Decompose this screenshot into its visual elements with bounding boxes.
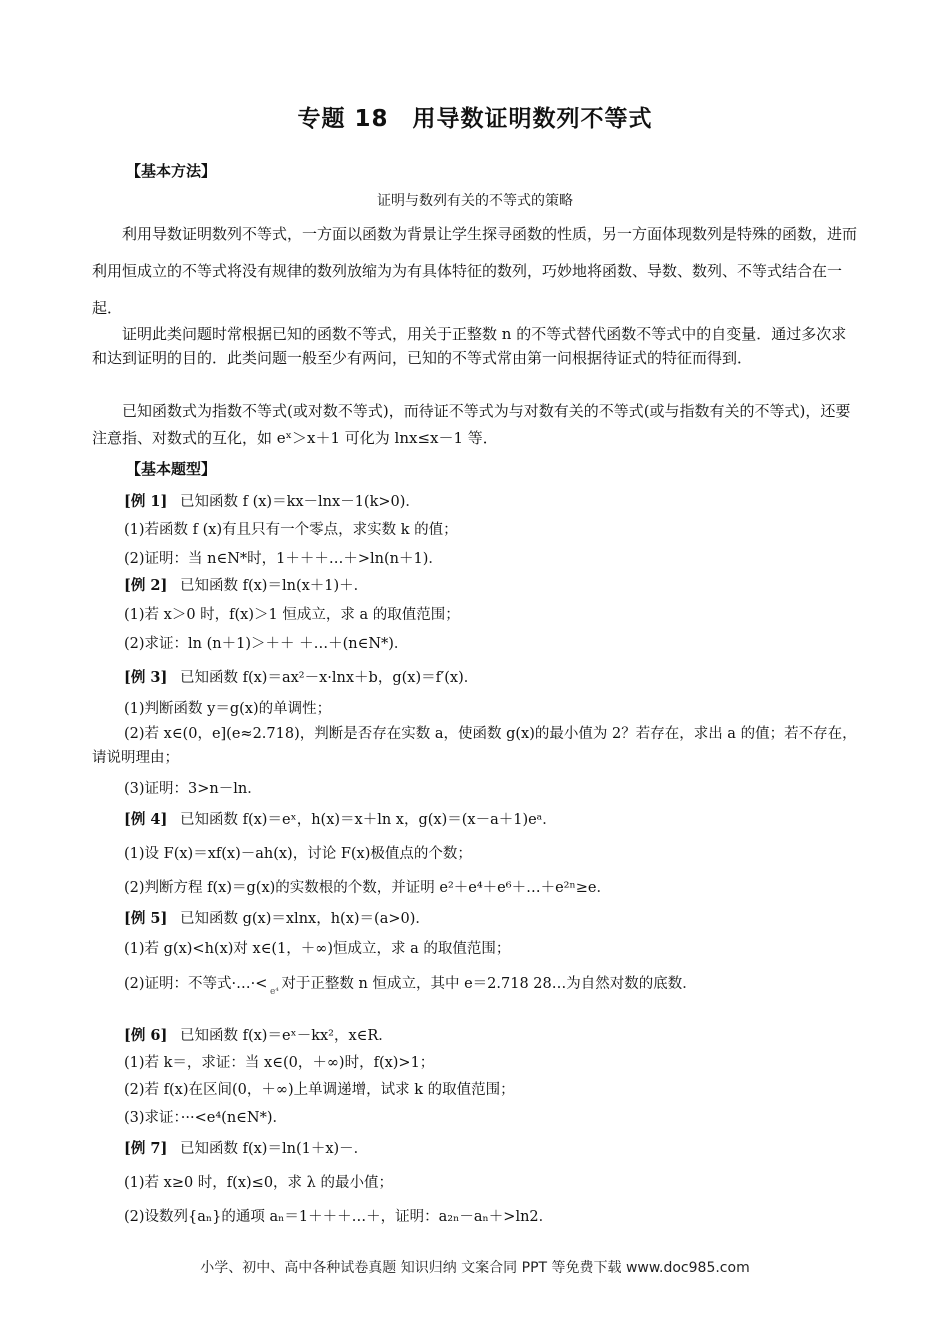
example-7-question-1: (1)若 x≥0 时，f(x)≤0，求 λ 的最小值； [124, 1175, 393, 1191]
example-4-question-2: (2)判断方程 f(x)＝g(x)的实数根的个数，并证明 e²＋e⁴＋e⁶＋…＋e²ⁿ≥e． [124, 880, 611, 896]
exponent-fraction: e⁴ [269, 987, 279, 997]
paragraph-3: 已知函数式为指数不等式(或对数不等式)，而待证不等式为与对数有关的不等式(或与指数有关的不等式)，还要注意指、对数式的互化，如 eˣ＞x＋1 可化为 lnx≤x－1 等． [92, 402, 851, 447]
example-6-question-3: (3)求证：···<e⁴(n∈N*)． [124, 1110, 287, 1126]
example-1-stem: [例 1] 已知函数 f (x)＝kx－lnx－1(k>0)． [124, 490, 864, 511]
example-6-question-1: (1)若 k＝，求证：当 x∈(0，＋∞)时，f(x)>1； [124, 1055, 435, 1071]
example-3-label: [例 3] [124, 669, 168, 686]
example-5-label: [例 5] [124, 910, 168, 927]
paragraph-1: 利用导数证明数列不等式，一方面以函数为背景让学生探寻函数的性质，另一方面体现数列是特殊的函数，进而利用恒成立的不等式将没有规律的数列放缩为为有具体特征的数列，巧妙地将函数、导数、数列、不等式结合在一起． [92, 225, 858, 317]
example-4-question-1: (1)设 F(x)＝xf(x)－ah(x)，讨论 F(x)极值点的个数； [124, 846, 472, 862]
footer-banner: 小学、初中、高中各种试卷真题 知识归纳 文案合同 PPT 等免费下载 www.doc985.com [200, 1260, 750, 1276]
example-4-label: [例 4] [124, 811, 168, 828]
example-1-label: [例 1] [124, 493, 168, 510]
example-4-stem: [例 4] 已知函数 f(x)＝eˣ，h(x)＝x＋ln x，g(x)＝(x－a＋1)eᵃ． [124, 808, 864, 829]
example-7-stem: [例 7] 已知函数 f(x)＝ln(1＋x)－． [124, 1137, 864, 1158]
example-2-stem: [例 2] 已知函数 f(x)＝ln(x＋1)＋． [124, 574, 864, 595]
example-2-label: [例 2] [124, 577, 168, 594]
example-6-stem: [例 6] 已知函数 f(x)＝eˣ－kx²，x∈R． [124, 1024, 864, 1045]
method-subtitle: 证明与数列有关的不等式的策略 [377, 193, 573, 209]
example-3-question-1: (1)判断函数 y＝g(x)的单调性； [124, 701, 332, 717]
example-2-question-2: (2)求证：ln (n＋1)＞＋＋ ＋…＋(n∈N*)． [124, 636, 409, 652]
example-5-question-1: (1)若 g(x)<h(x)对 x∈(1，＋∞)恒成立，求 a 的取值范围； [124, 941, 511, 957]
page-title: 专题 18 用导数证明数列不等式 [297, 106, 653, 132]
example-7-label: [例 7] [124, 1140, 168, 1157]
example-1-question-2: (2)证明：当 n∈N*时，1＋＋＋…＋>ln(n＋1)． [124, 551, 443, 567]
example-7-question-2: (2)设数列{aₙ}的通项 aₙ＝1＋＋＋…＋，证明：a₂ₙ－aₙ＋>ln2． [124, 1209, 554, 1225]
paragraph-2: 证明此类问题时常根据已知的函数不等式，用关于正整数 n 的不等式替代函数不等式中的自变量．通过多次求和达到证明的目的．此类问题一般至少有两问，已知的不等式常由第一问根据待证式的特征而得到． [92, 325, 847, 367]
example-6-label: [例 6] [124, 1027, 168, 1044]
example-3-question-3: (3)证明：3>n－ln． [124, 781, 262, 797]
example-2-question-1: (1)若 x＞0 时，f(x)＞1 恒成立，求 a 的取值范围； [124, 607, 460, 623]
example-3-stem: [例 3] 已知函数 f(x)＝ax²－x·lnx＋b，g(x)＝f′(x)． [124, 666, 864, 687]
example-5-stem: [例 5] 已知函数 g(x)＝xlnx，h(x)＝(a>0)． [124, 907, 864, 928]
section-heading-method: 【基本方法】 [126, 162, 217, 180]
example-3-question-2: (2)若 x∈(0，e](e≈2.718)，判断是否存在实数 a，使函数 g(x)的最小值为 2？若存在，求出 a 的值；若不存在，请说明理由； [92, 726, 857, 766]
section-heading-types: 【基本题型】 [126, 460, 217, 478]
example-1-question-1: (1)若函数 f (x)有且只有一个零点，求实数 k 的值； [124, 522, 458, 538]
example-5-question-2: (2)证明：不等式·…·< e⁴ 对于正整数 n 恒成立，其中 e＝2.718 28…为自然对数的底数． [124, 976, 697, 997]
example-6-question-2: (2)若 f(x)在区间(0，＋∞)上单调递增，试求 k 的取值范围； [124, 1082, 515, 1098]
